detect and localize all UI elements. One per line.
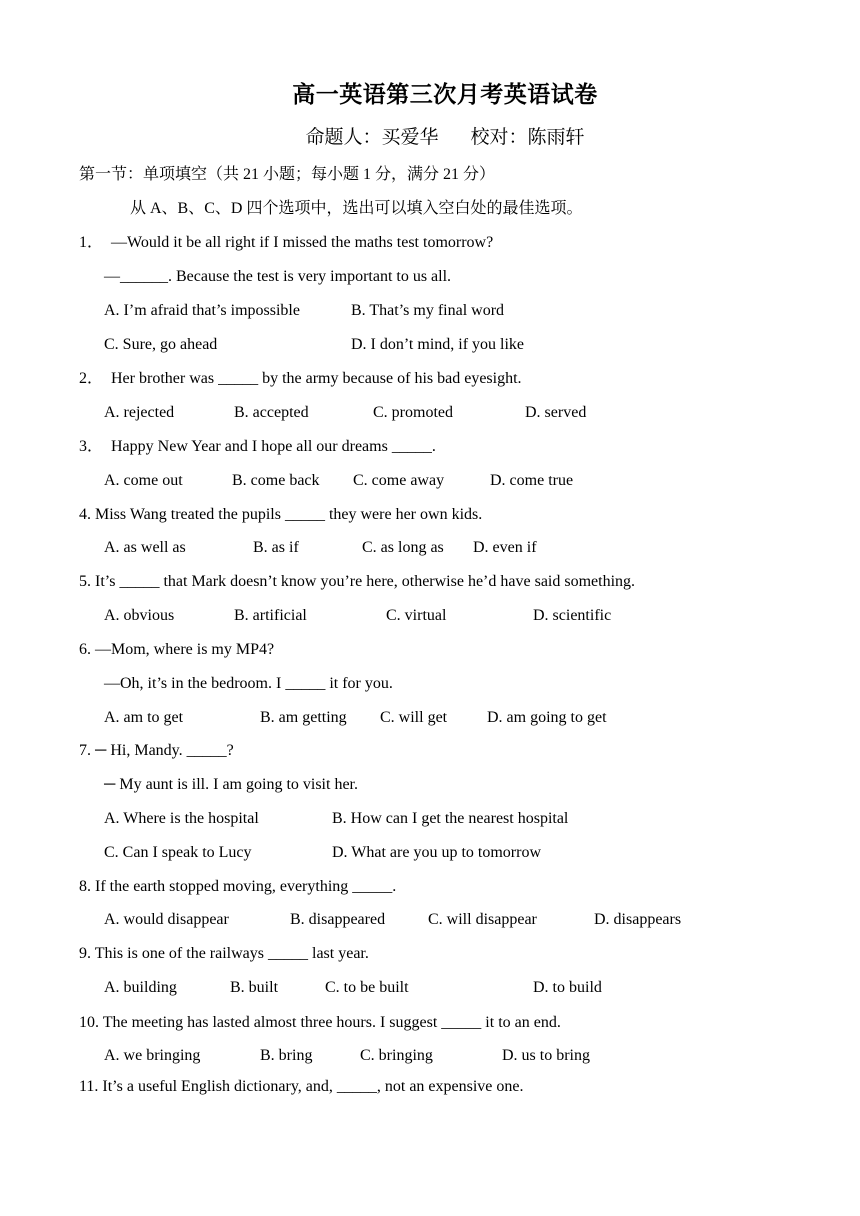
question-5-option-d: D. scientific <box>533 607 612 624</box>
question-9-option-b: B. built <box>230 979 279 996</box>
author-label: 命题人：买爱华 <box>305 127 439 148</box>
question-7-option-c: C. Can I speak to Lucy <box>104 844 252 861</box>
question-4-option-b: B. as if <box>253 539 299 556</box>
question-4-stem: 4. Miss Wang treated the pupils _____ they were her own kids. <box>79 506 483 523</box>
question-6-stem: 6. —Mom, where is my MP4? <box>79 641 275 658</box>
question-6-option-b: B. am getting <box>260 709 347 726</box>
question-1-option-c: C. Sure, go ahead <box>104 336 218 353</box>
question-1-response: —______. Because the test is very important to us all. <box>104 268 452 285</box>
question-3-option-c: C. come away <box>353 472 445 489</box>
question-2-stem: 2． Her brother was _____ by the army because of his bad eyesight. <box>79 370 522 387</box>
question-8-option-c: C. will disappear <box>428 911 537 928</box>
question-1-stem: 1． —Would it be all right if I missed the maths test tomorrow? <box>79 234 494 251</box>
question-5-option-a: A. obvious <box>104 607 175 624</box>
question-6-option-c: C. will get <box>380 709 448 726</box>
question-7-stem: 7. ─ Hi, Mandy. _____? <box>79 742 234 759</box>
question-8-stem: 8. If the earth stopped moving, everything _____. <box>79 878 397 895</box>
question-11-stem: 11. It’s a useful English dictionary, and, _____, not an expensive one. <box>79 1078 524 1095</box>
question-3-option-d: D. come true <box>490 472 574 489</box>
question-7-response: ─ My aunt is ill. I am going to visit her. <box>104 776 358 793</box>
question-5-stem: 5. It’s _____ that Mark doesn’t know you’re here, otherwise he’d have said something. <box>79 573 636 590</box>
question-10-option-b: B. bring <box>260 1047 313 1064</box>
question-1-option-b: B. That’s my final word <box>351 302 505 319</box>
question-10-option-c: C. bringing <box>360 1047 433 1064</box>
question-10-stem: 10. The meeting has lasted almost three hours. I suggest _____ it to an end. <box>79 1014 561 1031</box>
question-1-option-d: D. I don’t mind, if you like <box>351 336 525 353</box>
section-instruction: 从 A、B、C、D 四个选项中，选出可以填入空白处的最佳选项。 <box>130 200 583 217</box>
question-1-option-a: A. I’m afraid that’s impossible <box>104 302 300 319</box>
section-heading: 第一节：单项填空（共 21 小题；每小题 1 分，满分 21 分） <box>79 166 496 183</box>
question-6-option-a: A. am to get <box>104 709 184 726</box>
question-8-option-d: D. disappears <box>594 911 682 928</box>
question-2-option-b: B. accepted <box>234 404 309 421</box>
page-title: 高一英语第三次月考英语试卷 <box>292 82 598 107</box>
question-10-option-a: A. we bringing <box>104 1047 201 1064</box>
proofreader-label: 校对：陈雨轩 <box>470 127 585 148</box>
question-8-option-a: A. would disappear <box>104 911 229 928</box>
question-9-option-a: A. building <box>104 979 177 996</box>
question-3-option-b: B. come back <box>232 472 320 489</box>
question-2-option-d: D. served <box>525 404 587 421</box>
question-5-option-b: B. artificial <box>234 607 307 624</box>
question-4-option-c: C. as long as <box>362 539 444 556</box>
question-7-option-a: A. Where is the hospital <box>104 810 259 827</box>
question-7-option-d: D. What are you up to tomorrow <box>332 844 541 861</box>
question-4-option-d: D. even if <box>473 539 537 556</box>
question-9-option-c: C. to be built <box>325 979 409 996</box>
question-3-option-a: A. come out <box>104 472 183 489</box>
question-9-stem: 9. This is one of the railways _____ last year. <box>79 945 369 962</box>
question-2-option-c: C. promoted <box>373 404 453 421</box>
question-9-option-d: D. to build <box>533 979 602 996</box>
question-5-option-c: C. virtual <box>386 607 447 624</box>
question-8-option-b: B. disappeared <box>290 911 386 928</box>
question-3-stem: 3． Happy New Year and I hope all our dreams _____. <box>79 438 436 455</box>
question-2-option-a: A. rejected <box>104 404 175 421</box>
question-6-response: —Oh, it’s in the bedroom. I _____ it for you. <box>104 675 393 692</box>
question-4-option-a: A. as well as <box>104 539 186 556</box>
author-line <box>0 122 860 149</box>
question-6-option-d: D. am going to get <box>487 709 607 726</box>
question-10-option-d: D. us to bring <box>502 1047 590 1064</box>
question-7-option-b: B. How can I get the nearest hospital <box>332 810 569 827</box>
